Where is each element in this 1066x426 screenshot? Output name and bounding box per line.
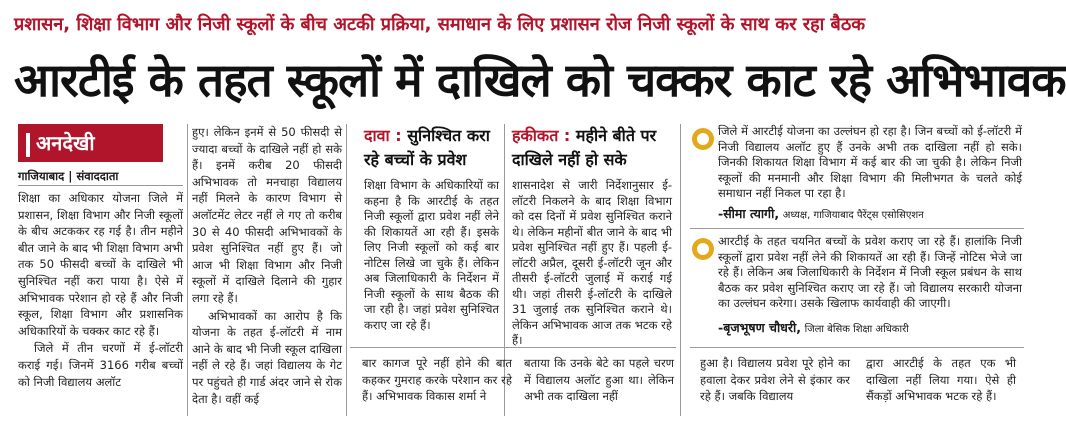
reality-text [512,178,672,347]
quote-1-role: अध्यक्ष, गाजियाबाद पैरेंट्स एसोसिएशन [782,210,924,221]
quote-bottom-rule [690,347,1024,348]
quote-1-attribution [718,206,1022,224]
article-paragraph: बार कागज पूरे नहीं होने की बात कहकर गुमराह करके परेशान कर रहे हैं। अभिभावक विकास शर्मा ने [362,356,512,403]
quote-2-role: जिला बेसिक शिक्षा अधिकारी [804,324,909,335]
reality-title [512,124,672,172]
column-divider [680,124,681,416]
article-paragraph: हुआ है। विद्यालय प्रवेश पूरे होने का हवाला देकर प्रवेश लेने से इंकार कर रहे हैं। जबकि विद्यालय [700,356,850,403]
quote-icon [692,238,714,260]
article-paragraph: बताया कि उनके बेटे का पहले चरण में विद्यालय अलॉट हुआ था। लेकिन अभी तक दाखिला नहीं [524,356,674,403]
bottom-column-3 [362,355,512,415]
claim-text [364,178,499,338]
byline-reporter: संवाददाता [76,169,119,183]
byline: गाजियाबाद | संवाददाता [18,166,183,186]
claim-heading: सुनिश्चित करा रहे बच्चों के प्रवेश [364,126,490,169]
article-column-2 [192,124,342,416]
quote-1-name: -सीमा त्यागी, [718,206,780,221]
headline: आरटीई के तहत स्कूलों में दाखिले को चक्कर काट रहे अभिभावक [14,53,1066,107]
quote-2-text: आरटीई के तहत चयनित बच्चों के प्रवेश कराए जा रहे हैं। हालांकि निजी स्कूलों द्वारा प्रवेश नहीं लेने की शिकायतें आ रही हैं। जिन्हें नोटिस भेजे जा रहे हैं। लेकिन अब जिलाधिकारी के निर्देशन में निजी स्कूल प्रबंधन के साथ बैठक कर प्रवेश सुनिश्चित कराए जा रहे हैं। जो विद्यालय सरकारी योजना का उल्लंघन करेगा। उसके खिलाफ कार्यवाही की जाएगी। [718,234,1022,310]
reality-paragraph: शासनादेश से जारी निर्देशानुसार ई-लॉटरी निकलने के बाद शिक्षा विभाग को दस दिनों में प्रवेश सुनिश्चित कराने थे। लेकिन महीनों बीत जाने के बाद भी प्रवेश सुनिश्चित नहीं हुए हैं। पहली ई-लॉटरी अप्रैल, दूसरी ई-लॉटरी जून और तीसरी ई-लॉटरी जुलाई में कराई गई थी। जहां तीसरी ई-लॉटरी के दाखिले 31 जुलाई तक सुनिश्चित कराने थे। लेकिन अभिभावक आज तक भटक रहे हैं। [512,178,672,347]
section-tag [18,124,163,162]
quote-divider [690,228,1024,229]
article-paragraph: द्वारा आरटीई के तहत एक भी दाखिला नहीं लिया गया। ऐसे ही सैंकड़ों अभिभावक भटक रहे हैं। [866,356,1016,403]
kicker: प्रशासन, शिक्षा विभाग और निजी स्कूलों के बीच अटकी प्रक्रिया, समाधान के लिए प्रशासन रोज निजी स्कूलों के साथ कर रहा बैठक [14,14,866,35]
tag-label: अनदेखी [36,131,95,155]
column-divider [187,124,188,416]
byline-place: गाजियाबाद [18,169,65,183]
bottom-column-5 [700,355,850,415]
article-paragraph: अभिभावकों का आरोप है कि योजना के तहत ई-लॉटरी में नाम आने के बाद भी निजी स्कूल दाखिला नहीं ले रहे हैं। जहां विद्यालय के गेट पर पहुंचते ही गार्ड अंदर जाने से रोक देता है। वहीं कई [192,308,342,406]
bottom-column-6 [866,355,1016,415]
bottom-column-4 [524,355,674,415]
claim-paragraph: शिक्षा विभाग के अधिकारियों का कहना है कि आरटीई के तहत निजी स्कूलों द्वारा प्रवेश नहीं लेने की शिकायतें आ रही हैं। इसके लिए निजी स्कूलों को कई बार नोटिस लिखे जा चुके हैं। लेकिन अब जिलाधिकारी के निर्देशन में निजी स्कूलों के साथ बैठक की जा रही है। जहां प्रवेश सुनिश्चित कराए जा रहे हैं। [364,178,499,332]
quote-1-text: जिले में आरटीई योजना का उल्लंघन हो रहा है। जिन बच्चों को ई-लॉटरी में निजी विद्यालय अलॉट हुए हैं उनके अभी तक दाखिला नहीं हो सके। जिनकी शिकायत शिक्षा विभाग में कई बार की जा चुकी है। लेकिन निजी स्कूलों की मनमानी और शिक्षा विभाग की मिलीभगत के चलते कोई समाधान नहीं निकल पा रहा है। [718,124,1022,200]
quote-icon [692,128,714,150]
article-paragraph: जिले में तीन चरणों में ई-लॉटरी कराई गई। जिनमें 3166 गरीब बच्चों को निजी विद्यालय अलॉट [18,341,183,389]
reality-label: हकीकत : [512,126,571,145]
reality-heading: महीने बीते पर दाखिले नहीं हो सके [512,126,657,169]
article-paragraph: हुए। लेकिन इनमें से 50 फीसदी से ज्यादा बच्चों के दाखिले नहीं हो सके हैं। इनमें करीब 20 फीसदी अभिभावक तो मनचाहा विद्यालय नहीं मिलने के कारण विभाग से अलॉटमेंट लेटर नहीं ले गए तो करीब 30 से 40 फीसदी अभिभावकों के प्रवेश सुनिश्चित नहीं हुए हैं। जो आज भी शिक्षा विभाग और निजी स्कूलों में दाखिले दिलाने की गुहार लगा रहे हैं। [192,125,342,305]
claim-title [364,124,499,172]
column-divider [346,124,347,416]
quote-2-name: -बृजभूषण चौधरी, [718,320,801,335]
article-paragraph: शिक्षा का अधिकार योजना जिले में प्रशासन, शिक्षा विभाग और निजी स्कूलों के बीच अटककर रह गई है। तीन महीने बीत जाने के बाद भी शिक्षा विभाग अभी तक 50 फीसदी बच्चों के दाखिले भी सुनिश्चित नहीं करा पाया है। ऐसे में अभिभावक परेशान हो रहे हैं और निजी स्कूल, शिक्षा विभाग और प्रशासनिक अधिकारियों के चक्कर काट रहे हैं। [18,191,183,338]
article-column-1 [18,190,183,415]
tag-bar [26,133,30,157]
claim-label: दावा : [364,126,402,145]
quote-2-attribution [718,320,1022,338]
box-bottom-rule [350,347,676,348]
